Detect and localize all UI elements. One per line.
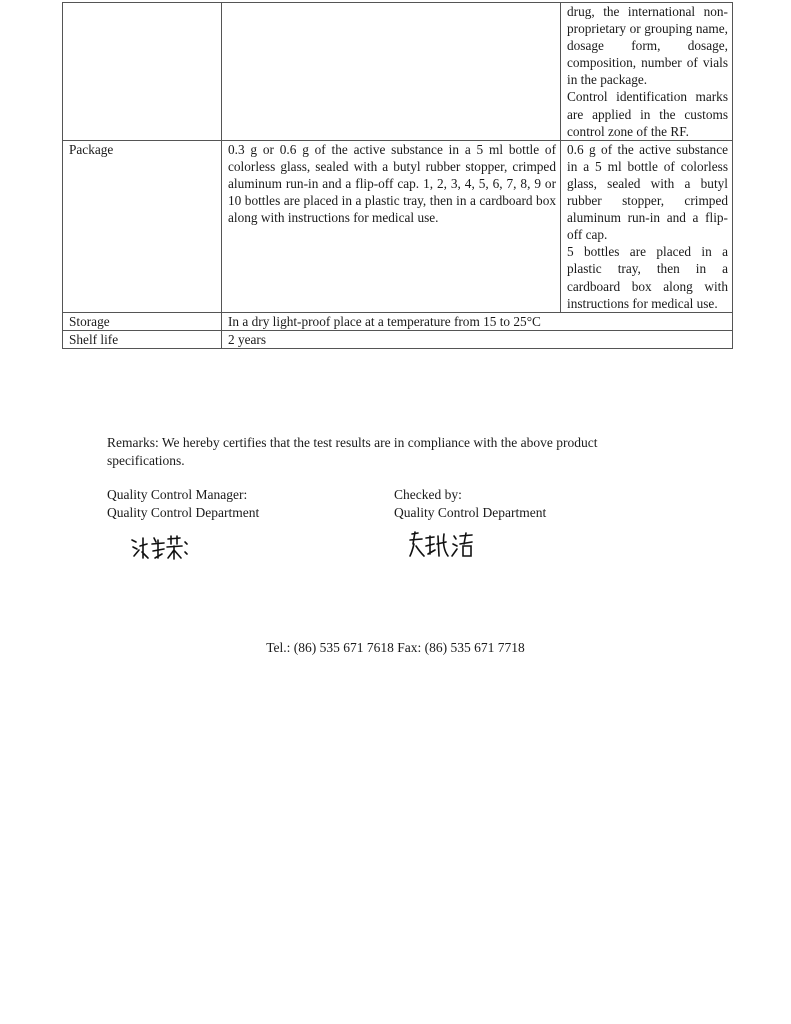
table-row-continued <box>63 3 733 141</box>
manager-title: Quality Control Manager: <box>107 487 248 502</box>
signature-block-left <box>107 486 259 521</box>
storage-value: In a dry light-proof place at a temperature from 15 to 25°C <box>222 312 733 330</box>
contact-footer: Tel.: (86) 535 671 7618 Fax: (86) 535 671 7718 <box>266 640 525 655</box>
table-cell-empty <box>222 3 561 141</box>
package-spec-text: 0.3 g or 0.6 g of the active substance in a 5 ml bottle of colorless glass, sealed with a butyl rubber stopper, crimped aluminum run-in and a flip-off cap. 1, 2, 3, 4, 5, 6, 7, 8, 9 or 10 bottles are placed in a plastic tray, then in a cardboard box along with instructions for medical use. <box>222 140 561 312</box>
checker-department: Quality Control Department <box>394 504 547 520</box>
specification-table <box>62 2 733 349</box>
package-actual-text-b: 5 bottles are placed in a plastic tray, then in a cardboard box along with instructions for medical use. <box>567 244 728 311</box>
package-actual-text: 0.6 g of the active substance in a 5 ml bottle of colorless glass, sealed with a butyl rubber stopper, crimped aluminum run-in and a flip-off cap. <box>567 141 728 243</box>
package-actual-cell <box>561 140 733 312</box>
labeling-text: drug, the international non-proprietary or grouping name, dosage form, dosage, composition, number of vials in the package. <box>567 4 728 88</box>
handwritten-signature-left <box>130 534 190 562</box>
remarks-text: Remarks: We hereby certifies that the test results are in compliance with the above product specifications. <box>107 435 598 468</box>
manager-department: Quality Control Department <box>107 504 260 520</box>
table-row-package <box>63 140 733 312</box>
table-row-shelf-life <box>63 330 733 348</box>
handwritten-signature-right <box>408 530 474 560</box>
checker-title: Checked by: <box>394 487 462 502</box>
shelf-life-label: Shelf life <box>63 330 222 348</box>
storage-label: Storage <box>63 312 222 330</box>
table-cell-continued-text <box>561 3 733 141</box>
table-cell-empty <box>63 3 222 141</box>
control-marks-text: Control identification marks are applied in the customs control zone of the RF. <box>567 89 728 139</box>
shelf-life-value: 2 years <box>222 330 733 348</box>
signature-block-right <box>394 486 546 521</box>
table-row-storage <box>63 312 733 330</box>
package-label: Package <box>63 140 222 312</box>
